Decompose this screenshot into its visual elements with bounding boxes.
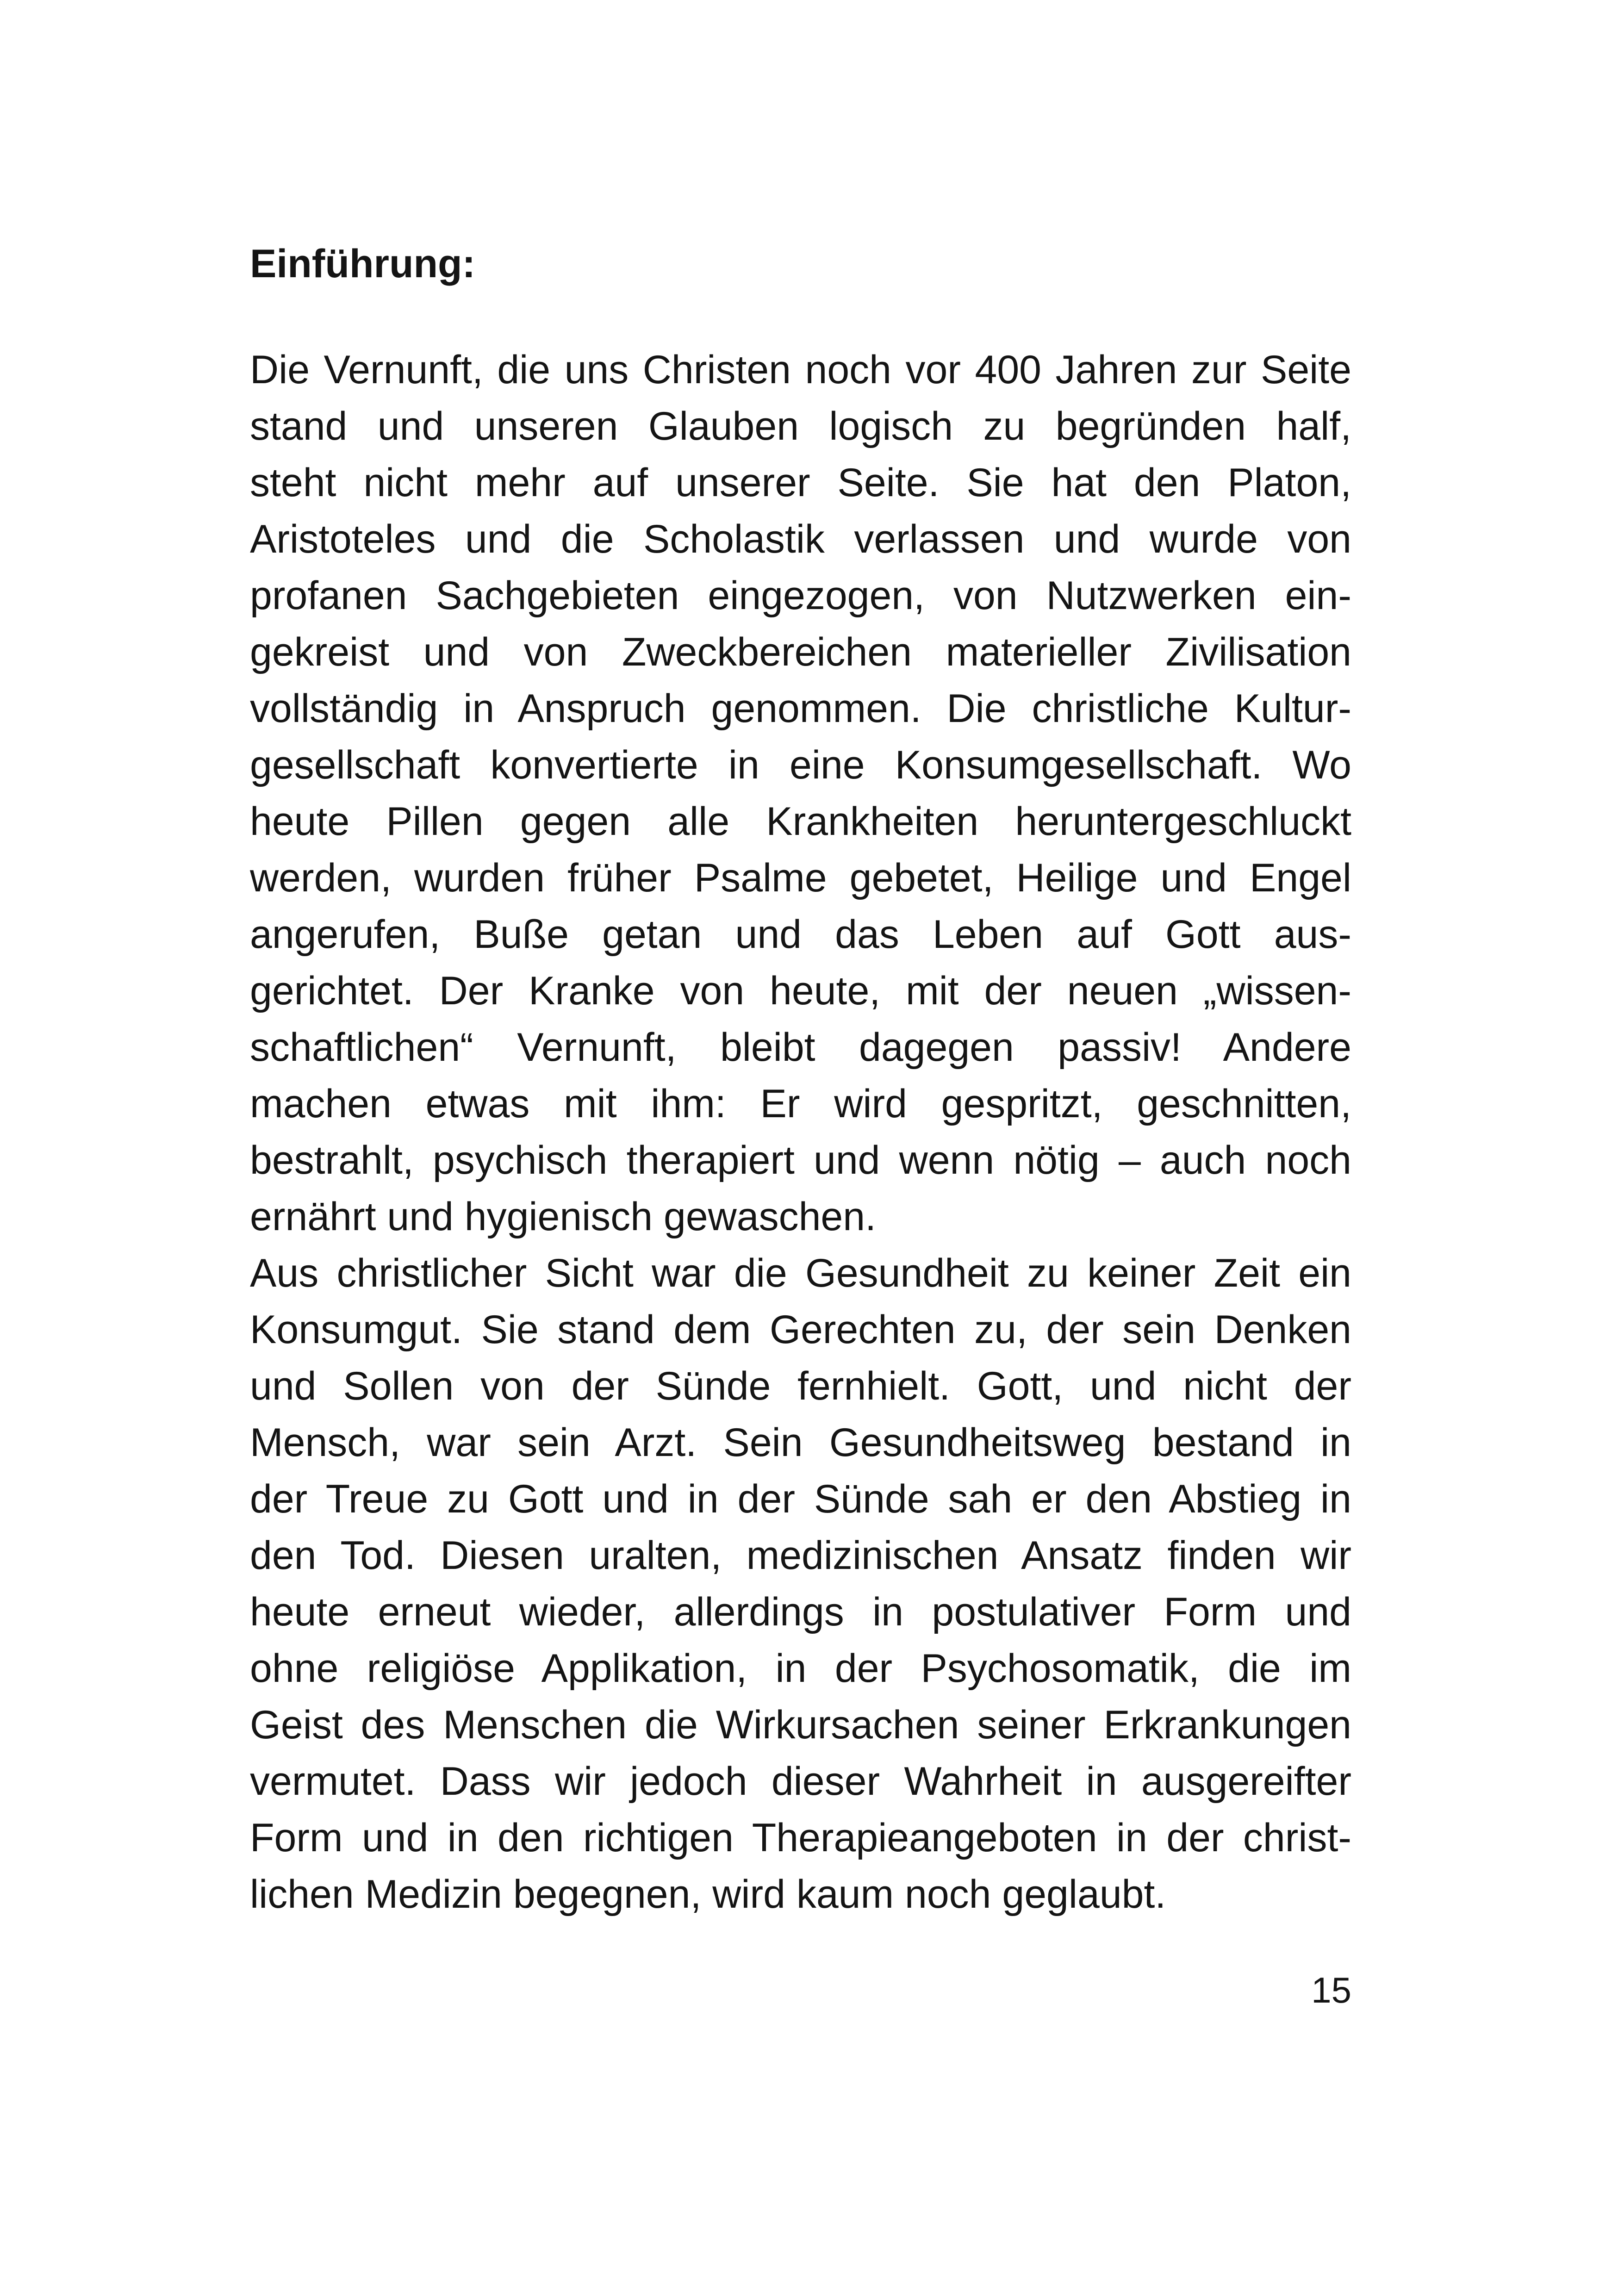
text-line: der Treue zu Gott und in der Sünde sah er den Abstieg in bbox=[250, 1477, 1351, 1521]
text-line: steht nicht mehr auf unserer Seite. Sie hat den Platon, bbox=[250, 460, 1351, 505]
text-line: den Tod. Diesen uralten, medizinischen Ansatz finden wir bbox=[250, 1533, 1351, 1578]
text-line: profanen Sachgebieten eingezogen, von Nutzwerken ein- bbox=[250, 573, 1351, 618]
text-line: Konsumgut. Sie stand dem Gerechten zu, der sein Denken bbox=[250, 1307, 1351, 1352]
text-line: heute Pillen gegen alle Krankheiten heruntergeschluckt bbox=[250, 799, 1351, 844]
text-line: vollständig in Anspruch genommen. Die christliche Kultur- bbox=[250, 686, 1351, 731]
text-line: gekreist und von Zweckbereichen materieller Zivilisation bbox=[250, 630, 1351, 674]
text-line: Form und in den richtigen Therapieangeboten in der christ- bbox=[250, 1816, 1351, 1860]
text-line: und Sollen von der Sünde fernhielt. Gott, und nicht der bbox=[250, 1364, 1351, 1408]
text-line: ohne religiöse Applikation, in der Psychosomatik, die im bbox=[250, 1646, 1351, 1691]
chapter-heading: Einführung: bbox=[250, 242, 476, 286]
text-line: vermutet. Dass wir jedoch dieser Wahrheit in ausgereifter bbox=[250, 1759, 1351, 1804]
text-line: machen etwas mit ihm: Er wird gespritzt, geschnitten, bbox=[250, 1082, 1351, 1126]
text-line: stand und unseren Glauben logisch zu begründen half, bbox=[250, 404, 1351, 448]
text-line: lichen Medizin begegnen, wird kaum noch geglaubt. bbox=[250, 1872, 1166, 1916]
text-line: Aus christlicher Sicht war die Gesundheit zu keiner Zeit ein bbox=[250, 1251, 1351, 1295]
text-line: gerichtet. Der Kranke von heute, mit der neuen „wissen- bbox=[250, 969, 1351, 1013]
text-line: ernährt und hygienisch gewaschen. bbox=[250, 1195, 876, 1239]
text-line: schaftlichen“ Vernunft, bleibt dagegen passiv! Andere bbox=[250, 1025, 1351, 1070]
text-line: heute erneut wieder, allerdings in postulativer Form und bbox=[250, 1590, 1351, 1634]
body-text bbox=[250, 342, 1351, 1923]
text-line: Mensch, war sein Arzt. Sein Gesundheitsweg bestand in bbox=[250, 1420, 1351, 1465]
text-line: bestrahlt, psychisch therapiert und wenn nötig – auch noch bbox=[250, 1138, 1351, 1182]
text-line: werden, wurden früher Psalme gebetet, Heilige und Engel bbox=[250, 856, 1351, 900]
text-line: angerufen, Buße getan und das Leben auf Gott aus- bbox=[250, 912, 1351, 957]
text-line: Aristoteles und die Scholastik verlassen und wurde von bbox=[250, 517, 1351, 561]
text-line: Die Vernunft, die uns Christen noch vor 400 Jahren zur Seite bbox=[250, 348, 1351, 392]
text-line: Geist des Menschen die Wirkursachen seiner Erkrankungen bbox=[250, 1703, 1351, 1747]
page-number: 15 bbox=[1311, 1970, 1351, 2010]
text-line: gesellschaft konvertierte in eine Konsumgesellschaft. Wo bbox=[250, 743, 1351, 787]
